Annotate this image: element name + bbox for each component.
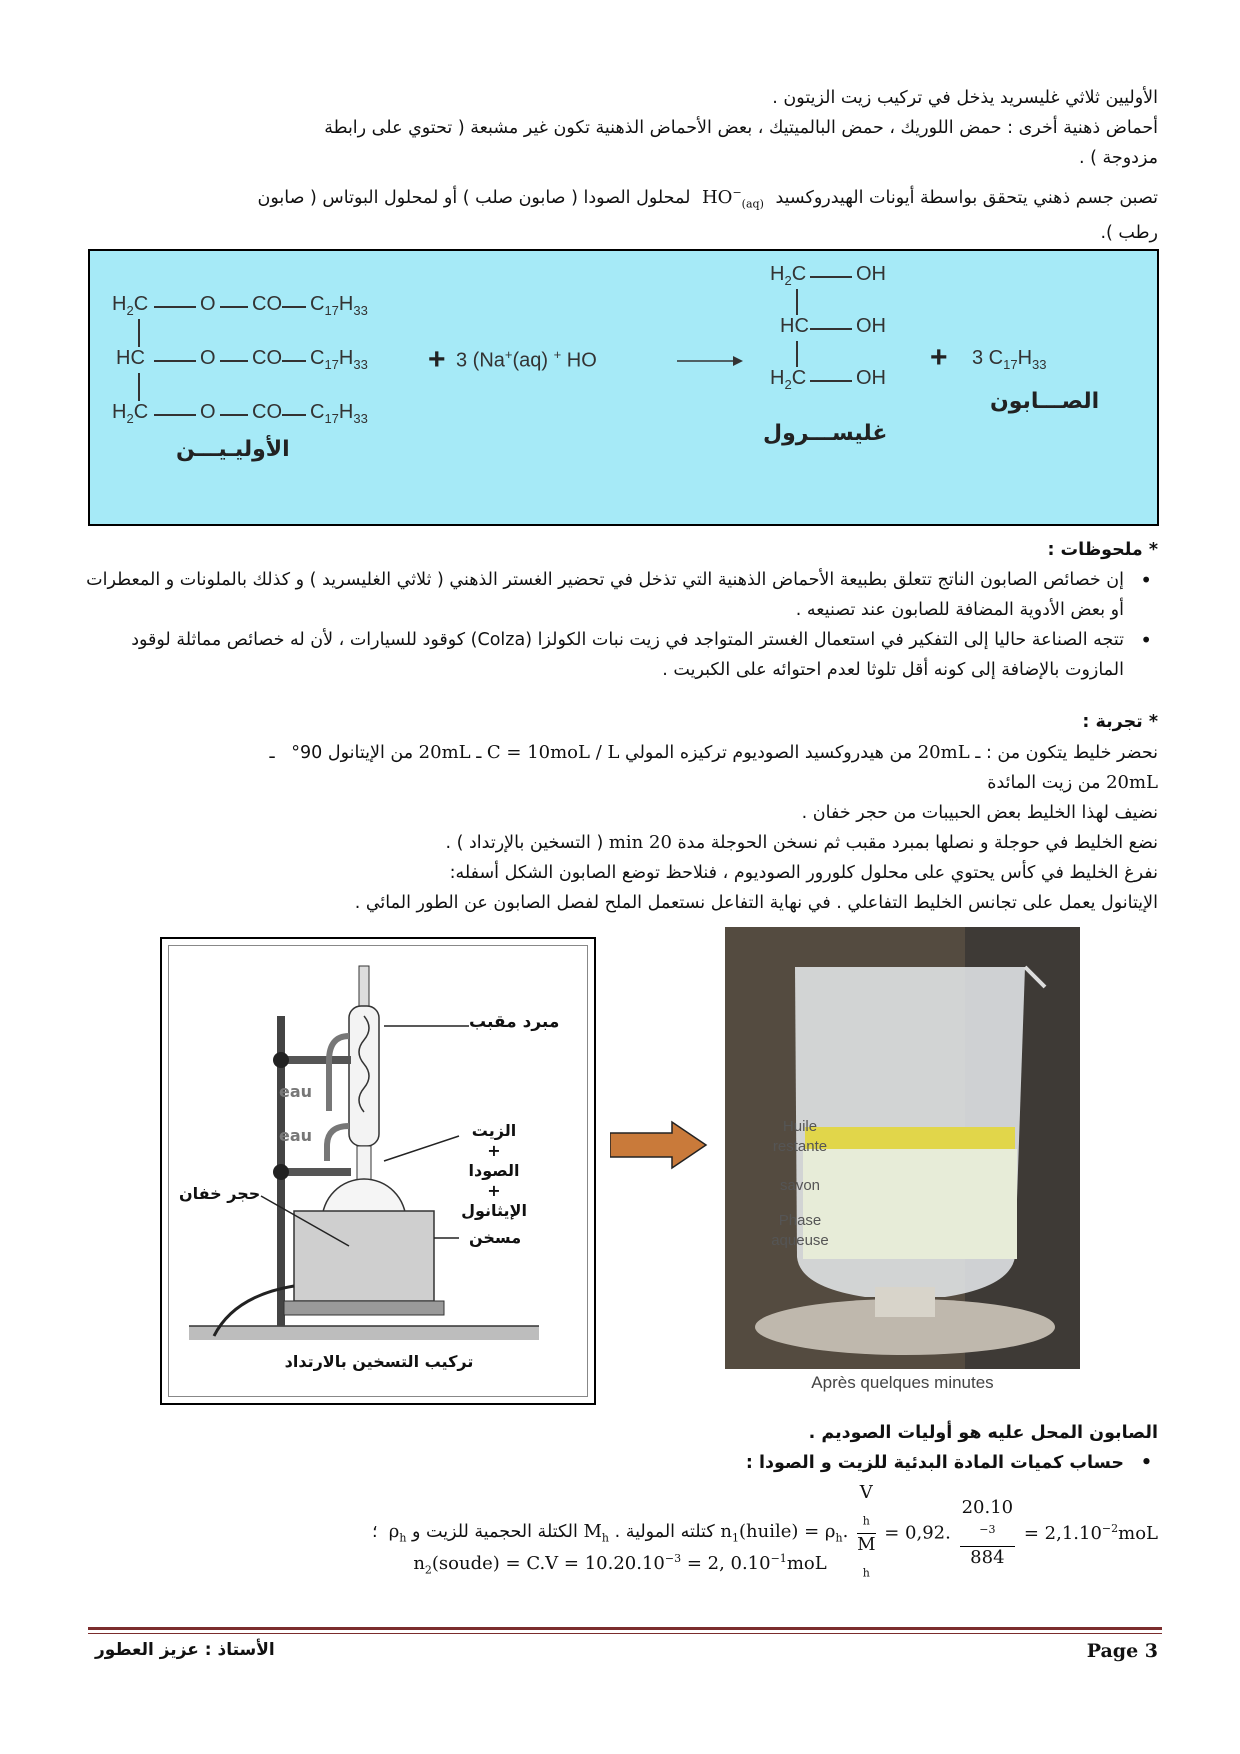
olein-row-2-carbon: HC bbox=[116, 347, 145, 369]
formula-n1-description: كتلته المولية . $M_h$ الكتلة الحجمية للزيت و $\rho_h$ ؛ bbox=[372, 1521, 715, 1545]
label-soap-layer: savon bbox=[779, 1177, 821, 1194]
label-remaining-oil: Huile restante bbox=[772, 1118, 828, 1155]
experiment-line-6: الإيتانول يعمل على تجانس الخليط التفاعلي . في نهاية التفاعل نستعمل الملح لفصل الصابون عن الطور المائي . bbox=[354, 893, 1158, 913]
glycerol-row-2-carbon: HC bbox=[780, 315, 809, 337]
glycerol-row-1-carbon: $H_2C$ bbox=[770, 263, 807, 288]
intro-line-1: الأوليين ثلاثي غليسريد يذخل في تركيب زيت الزيتون . bbox=[772, 88, 1158, 108]
experiment-line-1: نحضر خليط يتكون من : ـ 20mL من هيدروكسيد الصوديوم تركيزه المولي C = 10moL / L ـ 20mL من الإيتانول 90° ـ bbox=[269, 742, 1158, 763]
olein-row-1-chain: $C_{17}H_{33}$ bbox=[310, 293, 368, 318]
label-eau-1: eau bbox=[279, 1082, 313, 1101]
olein-row-3-chain: $C_{17}H_{33}$ bbox=[310, 401, 368, 426]
intro-line-3: مزدوجة ) . bbox=[1079, 148, 1158, 168]
experiment-line-3: نضيف لهذا الخليط بعض الحبيبات من حجر خفان . bbox=[801, 803, 1158, 823]
formula-n2: $n_2(soude) = C.V = 10.20.10^{-3} = 2$, $0.10^{-1}moL$ bbox=[413, 1552, 827, 1577]
formula-n1-result: = $2,1.10^{-2}moL$ bbox=[1023, 1522, 1158, 1545]
experiment-line-4: نضع الخليط في حوجلة و نصلها بمبرد مقبب ثم نسخن الحوجلة مدة 20 min ( التسخين بالإرتداد ) . bbox=[445, 832, 1158, 853]
label-aqueous-phase: Phase aqueuse bbox=[771, 1212, 829, 1249]
experiment-line-2: 20mL من زيت المائدة bbox=[987, 772, 1158, 793]
label-pumice-stone: حجر خفان bbox=[179, 1184, 261, 1203]
hydroxide-ion: $HO^-_{(aq)}$ bbox=[701, 186, 764, 211]
olein-row-1-carbonyl: CO bbox=[252, 293, 282, 315]
teacher-name: الأستاذ : عزيز العطور bbox=[95, 1640, 275, 1660]
experiment-title: * تجربة : bbox=[1082, 712, 1158, 732]
formula-n1-lhs: $n_1(huile) = \rho_h$. bbox=[720, 1521, 849, 1545]
notes-list bbox=[80, 565, 1158, 685]
intro-line-4 bbox=[110, 178, 1158, 220]
glycerol-row-2-hydroxyl: OH bbox=[856, 315, 886, 337]
intro-line-4-b: لمحلول الصودا ( صابون صلب ) أو لمحلول البوتاس ( صابون bbox=[257, 188, 691, 208]
footer-rule-thin bbox=[88, 1633, 1162, 1634]
label-heater: مسخن bbox=[469, 1228, 522, 1247]
page-number: Page 3 bbox=[1086, 1640, 1158, 1662]
glycerol-row-3-hydroxyl: OH bbox=[856, 367, 886, 389]
soap-product: 3 $C_{17}H_{33}$ bbox=[972, 347, 1047, 372]
olein-row-2-carbonyl: CO bbox=[252, 347, 282, 369]
intro-line-5: رطب ). bbox=[1100, 223, 1158, 243]
olein-row-3-carbonyl: CO bbox=[252, 401, 282, 423]
beaker-photo bbox=[725, 927, 1080, 1369]
right-arrow-icon bbox=[610, 1120, 710, 1170]
plus-sign-2: + bbox=[930, 341, 948, 374]
olein-row-3-oxygen: O bbox=[200, 401, 216, 423]
label-mixture: الزيت + الصودا + الإيثانول bbox=[461, 1121, 527, 1220]
notes-title: * ملحوظات : bbox=[1047, 540, 1158, 560]
olein-row-3-carbon: $H_2C$ bbox=[112, 401, 149, 426]
note-item: • تتجه الصناعة حاليا إلى التفكير في استعمال الغستر المتواجد في زيت نبات الكولزا (Colza) كوقود للسيارات ، لأن له خصائص مماثلة لوقود المازوت بالإضافة إلى كونه أقل تلوثا لعدم احتوائه على الكبريت . bbox=[80, 625, 1158, 685]
intro-line-4-a: تصبن جسم ذهني يتحقق بواسطة أيونات الهيدروكسيد bbox=[775, 188, 1158, 208]
olein-row-1-carbon: $H_2C$ bbox=[112, 293, 149, 318]
intro-line-2: أحماض ذهنية أخرى : حمض اللوريك ، حمض البالميتيك ، بعض الأحماض الذهنية تكون غير مشبعة ( تحتوي على رابطة bbox=[324, 118, 1158, 138]
note-item: • إن خصائص الصابون الناتج تتعلق بطبيعة الأحماض الذهنية التي تذخل في تحضير الغستر الذهني ( ثلاثي الغليسريد ) و كذلك بالملونات و المعطرات أو بعض الأدوية المضافة للصابون عند تصنيعه . bbox=[80, 565, 1158, 625]
label-condenser: مبرد مقبب bbox=[469, 1012, 560, 1032]
fraction-volume-over-molar-mass: V $_h$ M $_h$ bbox=[857, 1482, 876, 1580]
formula-n1-mid: = 0,92. bbox=[884, 1522, 951, 1544]
olein-row-2-oxygen: O bbox=[200, 347, 216, 369]
calc-line-2: • حساب كميات المادة البدئية للزيت و الصودا : bbox=[745, 1453, 1152, 1473]
reflux-setup-figure bbox=[160, 937, 596, 1405]
olein-row-1-oxygen: O bbox=[200, 293, 216, 315]
saponification-reaction-box bbox=[88, 249, 1159, 526]
plus-sign-1: + bbox=[428, 343, 446, 376]
label-olein: الأوليـيـــن bbox=[176, 437, 290, 462]
label-eau-2: eau bbox=[279, 1126, 313, 1145]
sodium-hydroxide-reagent: 3 (Na+(aq) + HO bbox=[456, 347, 597, 372]
glycerol-row-1-hydroxyl: OH bbox=[856, 263, 886, 285]
label-soap: الصـــابون bbox=[990, 389, 1100, 414]
olein-row-2-chain: $C_{17}H_{33}$ bbox=[310, 347, 368, 372]
footer-rule bbox=[88, 1627, 1162, 1630]
reflux-caption: تركيب التسخين بالارتداد bbox=[284, 1352, 474, 1371]
experiment-line-5: نفرغ الخليط في كأس يحتوي على محلول كلورور الصوديوم ، فنلاحظ توضع الصابون الشكل أسفله: bbox=[449, 863, 1158, 883]
fraction-numeric: 20.10 $^{-3}$ 884 bbox=[961, 1497, 1014, 1569]
glycerol-row-3-carbon: $H_2C$ bbox=[770, 367, 807, 392]
label-glycerol: غليســـرول bbox=[763, 421, 888, 446]
calc-line-1: الصابون المحل عليه هو أوليات الصوديم . bbox=[808, 1423, 1158, 1443]
beaker-caption: Après quelques minutes bbox=[811, 1373, 994, 1392]
reaction-arrow-icon bbox=[675, 351, 745, 371]
